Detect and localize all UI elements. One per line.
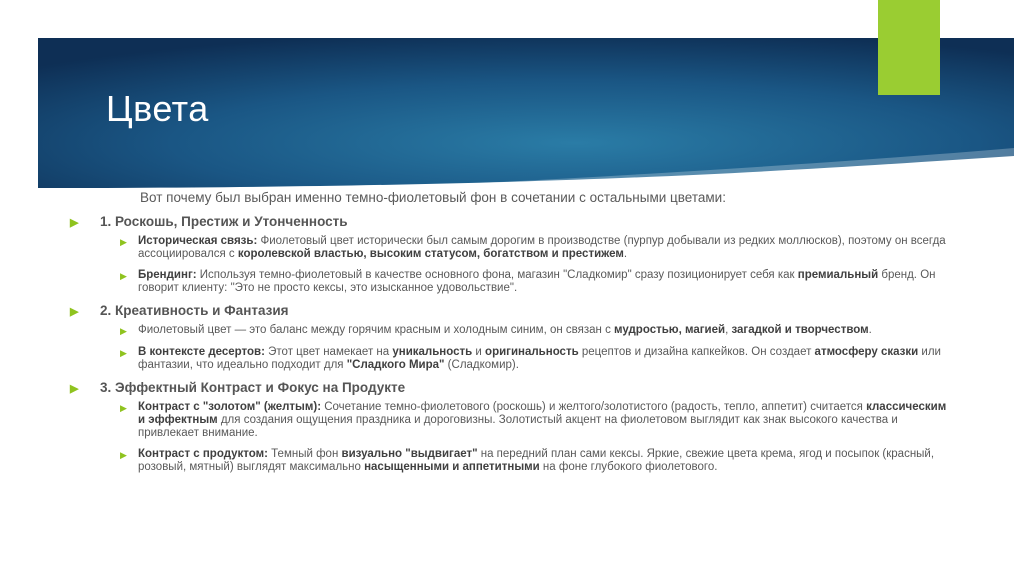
bold-text: атмосферу сказки: [814, 346, 919, 358]
triangle-bullet-icon: ▶: [120, 326, 127, 336]
list-item-text: [138, 235, 950, 261]
text-run: на передний план сами кексы. Яркие, свежие цвета крема, ягод и посыпок (красный, розовый, мятный) выглядят максимально: [138, 448, 935, 473]
list-item: [120, 269, 950, 295]
triangle-bullet-icon: ▶: [70, 217, 79, 229]
text-run: на фоне глубокого фиолетового.: [539, 461, 718, 473]
list-item: [120, 324, 950, 338]
bold-text: Контраст с "золотом" (желтым):: [138, 401, 322, 413]
intro-text: Вот почему был выбран именно темно-фиолетовый фон в сочетании с остальными цветами:: [140, 190, 726, 205]
triangle-bullet-icon: ▶: [120, 348, 127, 358]
list-item: [120, 346, 950, 372]
slide-title: Цвета: [106, 88, 209, 129]
list-item: [120, 235, 950, 261]
text-run: для создания ощущения праздника и дороговизны. Золотистый акцент на фиолетовом выглядит как знак высокого качества и привлекает внимание.: [138, 414, 898, 439]
text-run: Сочетание темно-фиолетового (роскошь) и желтого/золотистого (радость, тепло, аппетит) считается: [321, 401, 867, 413]
section-1: [70, 214, 990, 295]
section-3: [70, 380, 990, 474]
bold-text: оригинальность: [485, 346, 579, 358]
bold-text: "Сладкого Мира": [346, 359, 445, 371]
bold-text: классическим и эффектным: [138, 401, 947, 426]
triangle-bullet-icon: ▶: [120, 271, 127, 281]
bold-text: загадкой и творчеством: [731, 324, 869, 336]
section-heading-text: 2. Креативность и Фантазия: [100, 303, 289, 318]
triangle-bullet-icon: ▶: [70, 306, 79, 318]
bold-text: В контексте десертов:: [138, 346, 265, 358]
text-run: .: [868, 324, 872, 336]
text-run: Используя темно-фиолетовый в качестве основного фона, магазин "Сладкомир" сразу позиционирует себя как: [196, 269, 798, 281]
text-run: Фиолетовый цвет исторически был самым дорогим в производстве (пурпур добывали из редких моллюсков), поэтому он всегда ассоциировался с: [138, 235, 946, 260]
bold-text: Брендинг:: [138, 269, 197, 281]
text-run: бренд. Он говорит клиенту: "Это не просто кексы, это изысканное удовольствие".: [138, 269, 936, 294]
list-item-text: [138, 324, 872, 337]
list-item-text: [138, 448, 950, 474]
bold-text: Историческая связь:: [138, 235, 258, 247]
triangle-bullet-icon: ▶: [120, 237, 127, 247]
bold-text: Контраст с продуктом:: [138, 448, 268, 460]
bold-text: уникальность: [392, 346, 473, 358]
section-items: [120, 401, 990, 474]
bold-text: премиальный: [797, 269, 879, 281]
text-run: Темный фон: [267, 448, 342, 460]
bold-text: мудростью, магией: [614, 324, 726, 336]
bold-text: визуально "выдвигает": [341, 448, 478, 460]
list-item: [120, 448, 950, 474]
section-heading-text: 1. Роскошь, Престиж и Утонченность: [100, 214, 348, 229]
list-item: [120, 401, 950, 440]
slide-content: [70, 214, 990, 482]
list-item-text: [138, 269, 950, 295]
bold-text: королевской властью, высоким статусом, богатством и престижем: [237, 248, 624, 260]
section-heading: [70, 214, 990, 229]
section-heading: [70, 303, 990, 318]
bold-text: насыщенными и аппетитными: [364, 461, 540, 473]
text-run: и: [472, 346, 486, 358]
accent-bar: [878, 0, 940, 95]
text-run: Этот цвет намекает на: [264, 346, 393, 358]
list-item-text: [138, 346, 950, 372]
section-2: [70, 303, 990, 372]
triangle-bullet-icon: ▶: [120, 403, 127, 413]
section-items: [120, 235, 990, 295]
section-heading: [70, 380, 990, 395]
text-run: (Сладкомир).: [444, 359, 519, 371]
section-items: [120, 324, 990, 372]
section-heading-text: 3. Эффектный Контраст и Фокус на Продукте: [100, 380, 406, 395]
triangle-bullet-icon: ▶: [70, 383, 79, 395]
triangle-bullet-icon: ▶: [120, 450, 127, 460]
text-run: Фиолетовый цвет — это баланс между горячим красным и холодным синим, он связан с: [138, 324, 615, 336]
text-run: ,: [725, 324, 732, 336]
text-run: .: [623, 248, 628, 260]
text-run: рецептов и дизайна капкейков. Он создает: [578, 346, 815, 358]
list-item-text: [138, 401, 950, 440]
text-run: или фантазии, что идеально подходит для: [138, 346, 941, 371]
